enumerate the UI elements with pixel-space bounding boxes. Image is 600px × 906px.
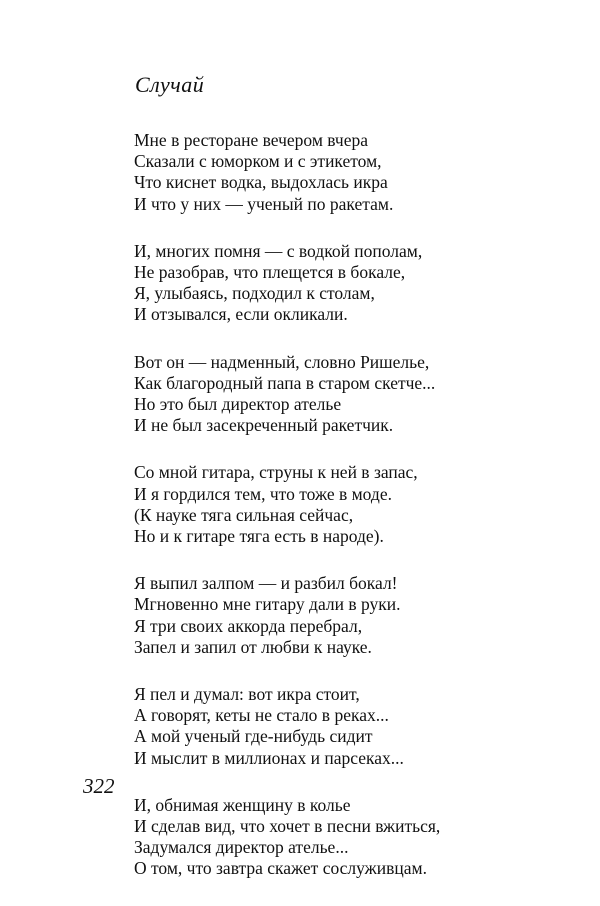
- poem-line: А мой ученый где-нибудь сидит: [134, 726, 373, 747]
- poem-line: Я три своих аккорда перебрал,: [134, 615, 363, 636]
- poem-line: И сделав вид, что хочет в песни вжиться,: [134, 816, 441, 837]
- poem-line: Но это был директор ателье: [134, 394, 342, 415]
- poem-line: Я выпил залпом — и разбил бокал!: [134, 573, 398, 594]
- poem-line: Я пел и думал: вот икра стоит,: [134, 684, 360, 705]
- poem-line: А говорят, кеты не стало в реках...: [134, 705, 389, 726]
- poem-line: И, многих помня — с водкой пополам,: [134, 240, 423, 261]
- poem-line: Со мной гитара, струны к ней в запас,: [134, 462, 418, 483]
- poem-line: Не разобрав, что плещется в бокале,: [134, 262, 406, 283]
- poem-line: Запел и запил от любви к науке.: [134, 636, 372, 657]
- poem-line: И отзывался, если окликали.: [134, 304, 348, 325]
- poem-line: И не был засекреченный ракетчик.: [134, 415, 394, 436]
- poem-line: Задумался директор ателье...: [134, 837, 349, 858]
- poem-body: [134, 130, 534, 906]
- poem-line: И, обнимая женщину в колье: [134, 794, 351, 815]
- poem-line: Вот он — надменный, словно Ришелье,: [134, 351, 430, 372]
- poem-line: Я, улыбаясь, подходил к столам,: [134, 283, 375, 304]
- stanza-7: [134, 795, 534, 880]
- poem-line: И я гордился тем, что тоже в моде.: [134, 483, 392, 504]
- poem-line: (К науке тяга сильная сейчас,: [134, 504, 354, 525]
- poem-line: Сказали с юморком и с этикетом,: [134, 151, 382, 172]
- stanza-4: [134, 462, 534, 547]
- stanza-3: [134, 352, 534, 437]
- poem-line: Но и к гитаре тяга есть в народе).: [134, 526, 384, 547]
- poem-line: Как благородный папа в старом скетче...: [134, 372, 436, 393]
- poem-line: Что киснет водка, выдохлась икра: [134, 172, 388, 193]
- poem-line: Мгновенно мне гитару дали в руки.: [134, 594, 401, 615]
- poem-line: О том, что завтра скажет сослуживцам.: [134, 858, 427, 879]
- poem-line: И что у них — ученый по ракетам.: [134, 193, 394, 214]
- stanza-1: [134, 130, 534, 215]
- page-number: 322: [83, 774, 115, 798]
- poem-title: Случай: [135, 72, 205, 97]
- stanza-5: [134, 573, 534, 658]
- poem-line: Мне в ресторане вечером вчера: [134, 130, 368, 150]
- stanza-2: [134, 241, 534, 326]
- poem-line: И мыслит в миллионах и парсеках...: [134, 747, 404, 768]
- stanza-6: [134, 684, 534, 769]
